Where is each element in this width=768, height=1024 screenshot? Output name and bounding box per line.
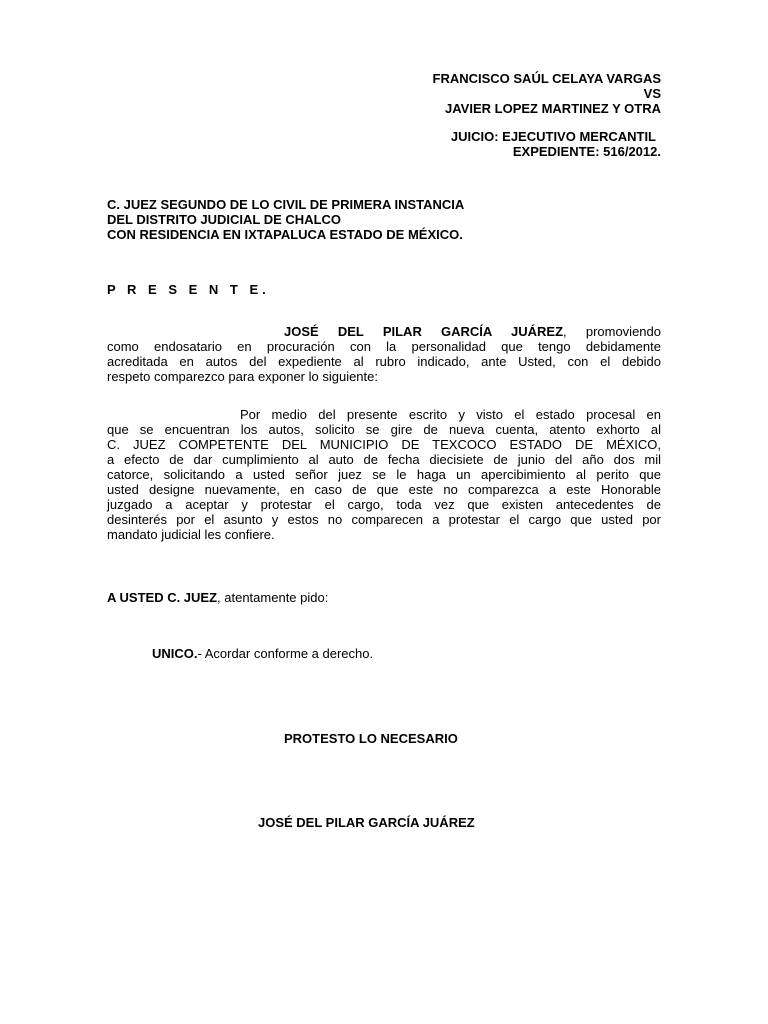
request-line-6: usted designe nuevamente, en caso de que este no comparezca a este Honorable [107,482,661,497]
petition-line [107,590,328,605]
versus-label: VS [643,86,661,101]
closing-formula: PROTESTO LO NECESARIO [284,731,458,746]
request-line-3: C. JUEZ COMPETENTE DEL MUNICIPIO DE TEXCOCO ESTADO DE MÉXICO, [107,437,661,452]
introduction-paragraph [107,324,661,384]
request-line-7: juzgado a aceptar y protestar el cargo, toda vez que existen antecedentes de [107,497,661,512]
file-number: EXPEDIENTE: 516/2012. [512,144,661,159]
request-line-9: mandato judicial les confiere. [107,527,275,542]
intro-line-1 [107,324,661,339]
request-line-8: desinterés por el asunto y estos no comparecen a protestar el cargo que usted por [107,512,661,527]
presente-heading: P R E S E N T E. [107,282,270,297]
petition-bold: A USTED C. JUEZ [107,590,218,605]
promoter-name: JOSÉ DEL PILAR GARCÍA JUÁREZ [284,324,564,339]
case-header [300,71,661,159]
addressee-block [107,197,667,242]
request-line-5: catorce, solicitando a usted señor juez se le haga un apercibimiento al perito que [107,467,661,482]
addressee-line-1: C. JUEZ SEGUNDO DE LO CIVIL DE PRIMERA INSTANCIA [107,197,465,212]
unico-rest: - Acordar conforme a derecho. [197,646,374,661]
unico-bold: UNICO. [152,646,198,661]
addressee-line-2: DEL DISTRITO JUDICIAL DE CHALCO [107,212,342,227]
request-line-4: a efecto de dar cumplimiento al auto de fecha diecisiete de junio del año dos mil [107,452,661,467]
intro-line-1-rest: , promoviendo [563,324,661,339]
request-line-2: que se encuentran los autos, solicito se gire de nueva cuenta, atento exhorto al [107,422,661,437]
addressee-line-3: CON RESIDENCIA EN IXTAPALUCA ESTADO DE MÉXICO. [107,227,463,242]
intro-line-2: como endosatario en procuración con la personalidad que tengo debidamente [107,339,661,354]
trial-type: JUICIO: EJECUTIVO MERCANTIL [450,129,656,144]
defendant-name: JAVIER LOPEZ MARTINEZ Y OTRA [445,101,661,116]
intro-line-3: acreditada en autos del expediente al rubro indicado, ante Usted, con el debido [107,354,661,369]
petition-rest: , atentamente pido: [217,590,329,605]
request-line-1: Por medio del presente escrito y visto el estado procesal en [240,407,661,422]
request-paragraph [107,407,661,542]
signature-name: JOSÉ DEL PILAR GARCÍA JUÁREZ [258,815,475,830]
plaintiff-name: FRANCISCO SAÚL CELAYA VARGAS [432,71,661,86]
intro-line-4: respeto comparezco para exponer lo siguiente: [107,369,378,384]
unico-line [152,646,373,661]
